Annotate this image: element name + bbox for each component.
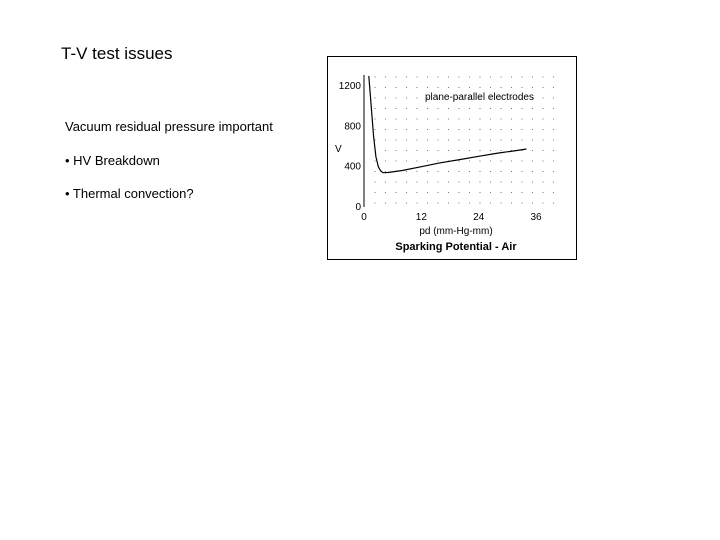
chart-panel	[327, 56, 577, 260]
sparking-potential-chart	[328, 57, 576, 259]
x-tick-label: 0	[361, 212, 367, 223]
y-tick-label: 1200	[338, 81, 361, 92]
x-axis-label: pd (mm-Hg-mm)	[419, 226, 493, 237]
y-tick-label: 0	[355, 202, 361, 213]
bullet-hv-breakdown: • HV Breakdown	[65, 153, 160, 168]
x-tick-label: 36	[530, 212, 542, 223]
x-tick-labels	[361, 212, 542, 223]
slide-title: T-V test issues	[61, 44, 173, 63]
bullet-thermal-convection: • Thermal convection?	[65, 186, 194, 201]
text-vacuum-residual: Vacuum residual pressure important	[65, 119, 273, 134]
chart-title: Sparking Potential - Air	[395, 241, 517, 253]
y-axis-label: V	[335, 144, 342, 155]
series-line	[369, 76, 527, 173]
x-tick-label: 24	[473, 212, 485, 223]
annotation-plane-parallel: plane-parallel electrodes	[425, 92, 534, 103]
y-tick-label: 800	[344, 121, 361, 133]
x-tick-label: 12	[415, 212, 427, 223]
y-tick-label: 400	[344, 161, 361, 173]
y-tick-labels	[339, 81, 362, 213]
